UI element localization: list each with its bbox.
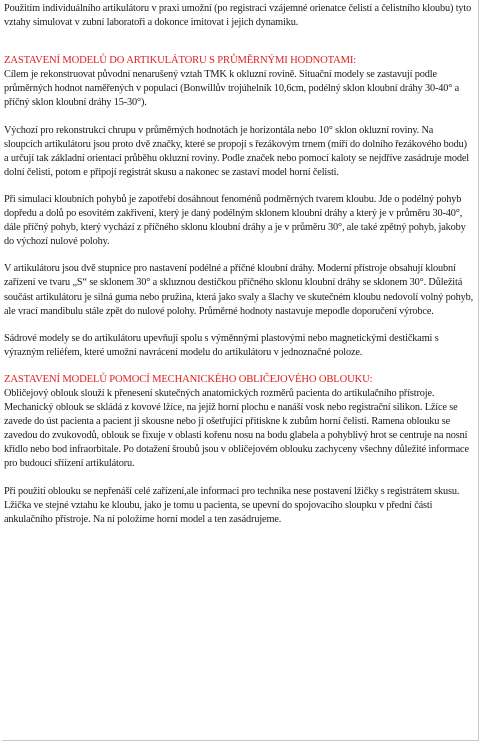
spacer	[4, 472, 473, 485]
paragraph: Výchozí pro rekonstrukci chrupu v průměrných hodnotách je horizontála nebo 10° sklon okluzní roviny. Na sloupcích artikulátoru jsou proto dvě značky, které se propojí s řezákovým trnem (míří do dolního řezákového bodu) a určují tak základní orientaci průběhu okluzní roviny. Podle značek nebo pomocí kaloty se nejdříve zasádruje model dolní čelisti, potom e připojí registrát skusu a nakonec se zastaví model horní čelisti.	[4, 124, 470, 178]
paragraph: V artikulátoru jsou dvě stupnice pro nastavení podélné a příčné kloubní dráhy. Moderní přístroje obsahují kloubní zařízení ve tvaru „S“ se sklonem 30° a skluznou destičkou příčného sklonu kloubní dráhy se sklonem 30°. Důležitá součást artikulátoru je silná guma nebo pružina, která jako svaly a šlachy ve skutečném kloubu nedovolí volný pohyb, ale vrací mandibulu stále zpět do nulové polohy. Průměrné hodnoty nastavuje mepodle doporučení výrobce.	[4, 263, 474, 317]
spacer	[4, 111, 473, 124]
intro-paragraph: Použitím individuálního artikulátoru v praxi umožní (po registraci vzájemné orienatce čelistí a čelistního kloubu) tyto vztahy simulovat v zubní laboratoři a dokonce imitovat i jejich dynamiku.	[4, 3, 472, 29]
spacer	[4, 30, 473, 54]
paragraph: Sádrové modely se do artikulátoru upevňují spolu s výměnnými plastovými nebo magnetickými destičkami s výrazným reliéfem, které umožní navrácení modelu do artikulátoru v jednoznačné poloze.	[4, 332, 439, 358]
spacer	[4, 249, 473, 262]
paragraph: Při použití oblouku se nepřenáší celé zařízení,ale informaci pro technika nese postavení lžičky s registrátem skusu. Lžička ve stejné vztahu ke kloubu, jako je tomu u pacienta, se upevní do spojovacího sloupku v přední části ankulačního přístroje. Na ní položíme horní model a ten zasádrujeme.	[4, 485, 460, 525]
spacer	[4, 319, 473, 332]
paragraph: Obličejový oblouk slouží k přenesení skutečných anatomických rozměrů pacienta do artikulačního přístroje. Mechanický oblouk se skládá z kovové lžíce, na jejíž horní plochu e nanáší vosk nebo registrační silikon. Lžíce se zavede do úst pacienta a pacient ji skousne nebo ji ošetřující přitiskne k zubům horní čelisti. Ramena oblouku se zavedou do zvukovodů, oblouk se fixuje v oblasti kořenu nosu na bodu glabela a pohyblivý hrot se centruje na nosní křídlo nebo bod infraorbitale. Po dotažení šroubů jsou v obličejovém oblouku zachyceny všechny důležité informace pro budoucí sříízení artikulátoru.	[4, 387, 469, 470]
section-heading-face-bow: ZASTAVENÍ MODELŮ POMOCÍ MECHANICKÉHO OBLIČEJOVÉHO OBLOUKU:	[4, 373, 373, 385]
spacer	[4, 360, 473, 373]
section-heading-average-values: ZASTAVENÍ MODELŮ DO ARTIKULÁTORU S PRŮMĚRNÝMI HODNOTAMI:	[4, 55, 357, 67]
document-body	[4, 2, 473, 527]
document-page	[2, 0, 479, 741]
paragraph: Při simulaci kloubních pohybů je zapotřebí dosáhnout fenoménů podměrných tvarem kloubu. Jde o podélný pohyb dopředu a dolů po esovitém zakřivení, který je daný podélným sklonem kloubní dráhy a který je v průměru 30-40°, dále příčný pohyb, který vychází z příčného sklonu kloubní dráhy a je v průměru 30°, ale také zpětný pohyb, jakoby do výchozí nulové polohy.	[4, 193, 466, 248]
spacer	[4, 180, 473, 193]
paragraph: Cílem je rekonstruovat původní nenarušený vztah TMK k okluzní rovině. Situační modely se zastavují podle průměrných hodnot naměřených v populaci (Bonwillův trojúhelník 10,6cm, podélný sklon kloubní dráhy 30-40° a příčný sklon kloubní dráhy 15-30°).	[4, 69, 460, 109]
